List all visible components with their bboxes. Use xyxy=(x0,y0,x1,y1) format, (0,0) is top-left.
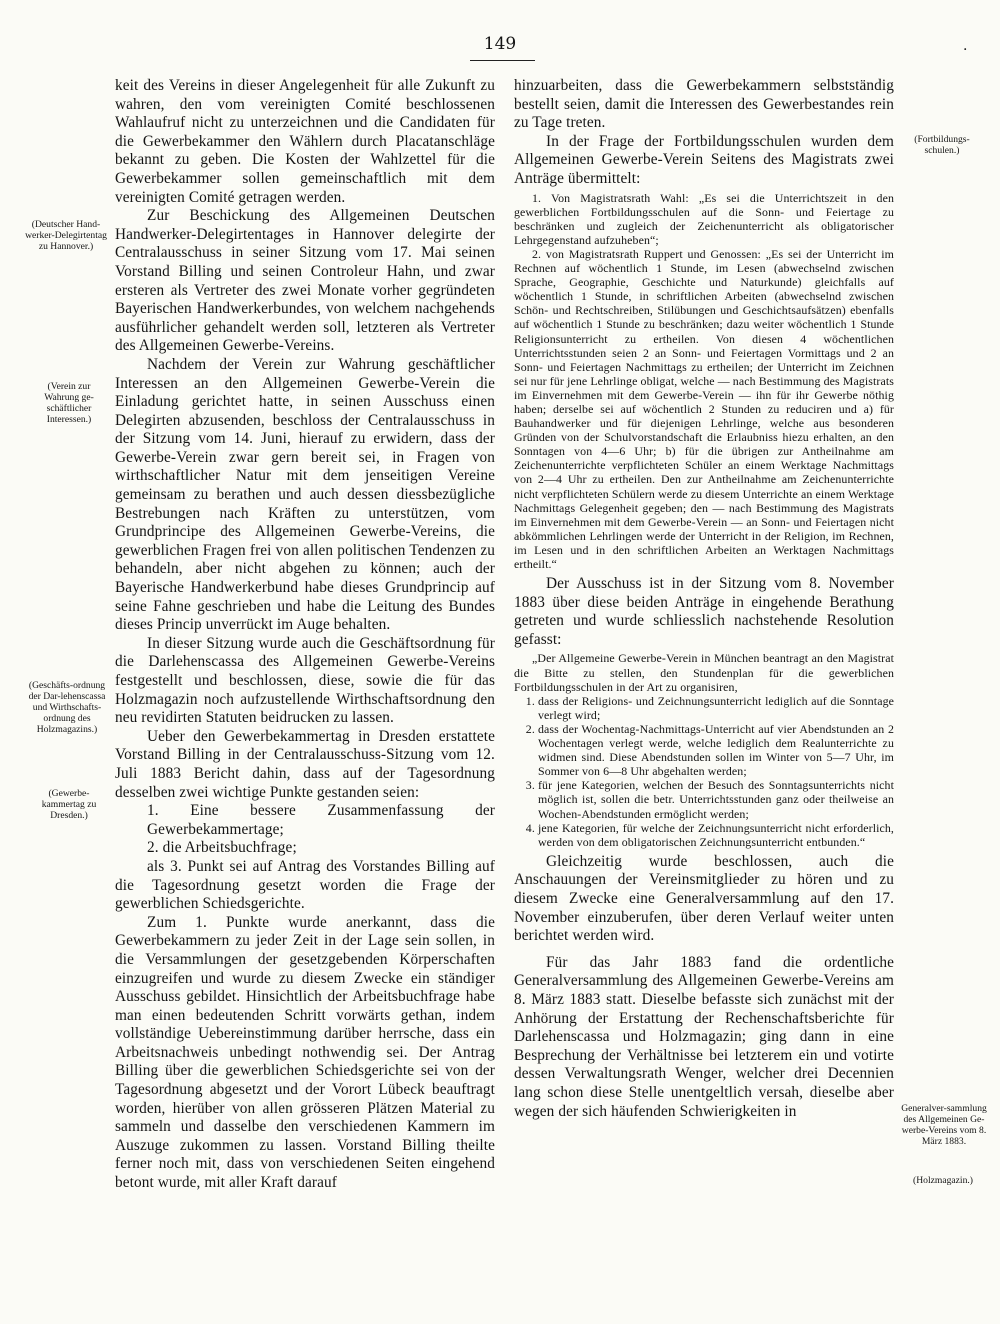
margin-note-gewerbekammertag: (Gewerbe-kammertag zu Dresden.) xyxy=(41,788,97,821)
list-item: als 3. Punkt sei auf Antrag des Vorstandes Billing auf die Tagesordnung gesetzt worden die Frage der gewerblichen Schiedsgerichte. xyxy=(115,857,495,913)
paragraph: Gleichzeitig wurde beschlossen, auch die Anschauungen der Vereinsmitglieder zu hören und zu diesem Zwecke eine Generalversammlung auf den 17. November einzuberufen, über deren Verlauf weiter unten berichtet werden wird. xyxy=(514,852,894,945)
list-item: 2. die Arbeitsbuchfrage; xyxy=(147,839,297,857)
resolution-list xyxy=(514,694,894,849)
motion-item: 2. von Magistratsrath Ruppert und Genossen: „Es sei der Unterricht im Rechnen auf wöchentlich 1 Stunde, im Lesen (abwechselnd zwischen Sprache, Geographie, Geschichte und Naturkunde) gleichfalls auf wöchentlich 1 Stunde, in schriftlichen Arbeiten (abwechselnd zwischen Schön- und Rechtschreiben, Stilübungen und Geschichtsaufsätzen) ebenfalls auf wöchentlich 1 Stunde zu beschränken; dazu weiter wöchentlich 1 Stunde Religionsunterricht zu ertheilen. Von diesen 4 wöchentlichen Unterrichtsstunden seien 2 an Sonn- und Feiertagen Vormittags und 2 an Sonn- und Feiertagen Nachmittags zu ertheilen; der Unterricht im Zeichnen sei nur für jene Lehrlinge obligat, welche — nach Bestimmung des Magistrats im Einvernehmen mit dem Gewerbe-Verein — ihn für ihr Gewerbe nöthig haben; derselbe sei auf wöchentlich 2 Stunden zu reduciren und a) für Bauhandwerker und für diejenigen Lehrlinge, welche aus besonderen Gründen von der Schulvorstandschaft die Erlaubniss hiezu erhalten, an den Sonntagen von 4—6 Uhr; b) für die übrigen zur Antheilnahme am Zeichenunterrichte verpflichteten Schüler an einem Werktage Nachmittags von 2—4 Uhr zu ertheilen. Den zur Antheilnahme am Zeichenunterrichte nicht verpflichteten Schülern werde zu diesem Unterrichte an einem Werktage Nachmittags Gelegenheit gegeben; den — nach Bestimmung des Magistrats im Einvernehmen mit dem Gewerbe-Verein — an Sonn- und Feiertagen nicht abkömmlichen Lehrlingen werde der Unterricht in der Religion, im Rechnen, im Lesen und in den schriftlichen Arbeiten an Werktagen Nachmittags ertheilt.“ xyxy=(514,246,894,571)
paragraph: Zum 1. Punkte wurde anerkannt, dass die Gewerbekammern zu jeder Zeit in der Lage sein sollen, in die Versammlungen der gesetzgebenden Körperschaften einzugreifen und wurde zu diesem Zwecke ein ständiger Ausschuss gebildet. Hinsichtlich der Arbeitsbuchfrage habe man einen bedeutenden Schritt vorwärts gethan, indem vollständige Uebereinstimmung darüber herrsche, dass ein Arbeitsnachweis unbedingt nothwendig sei. Der Antrag Billing über die gewerblichen Schiedsgerichte sei von der Tagesordnung abgesetzt und der Vorort Lübeck beauftragt worden, hierüber von allen grösseren Plätzen Material zu sammeln und dasselbe den verschiedenen Kammern im Auszuge zukommen zu lassen. Vorstand Billing theilte ferner noch mit, dass von verschiedenen Seiten eingehend betont wurde, mit aller Kraft darauf xyxy=(115,913,495,1192)
magistrat-motions xyxy=(514,191,894,572)
paragraph: hinzuarbeiten, dass die Gewerbekammern selbstständig bestellt seien, damit die Interessen des Gewerbestandes rein zu Tage treten. xyxy=(514,77,894,132)
margin-note-generalversammlung: Generalver-sammlung des Allgemeinen Ge-werbe-Vereins vom 8. März 1883. xyxy=(901,1103,987,1147)
resolution-item: 1. dass der Religions- und Zeichnungsunterricht lediglich auf die Sonntage verlegt wird; xyxy=(538,694,894,722)
paragraph: Der Ausschuss ist in der Sitzung vom 8. November 1883 über diese beiden Anträge in eingehende Berathung getreten und wurde schliesslich nachstehende Resolution gefasst: xyxy=(514,575,894,648)
margin-note-handwerker-delegirtentag: (Deutscher Hand-werker-Delegirtentag zu Hannover.) xyxy=(25,219,107,252)
resolution-intro: „Der Allgemeine Gewerbe-Verein in München beantragt an den Magistrat die Bitte zu stellen, den Stundenplan für die gewerblichen Fortbildungsschulen in der Art zu organisiren, xyxy=(514,651,894,694)
header-rule xyxy=(470,60,535,61)
resolution-block xyxy=(514,651,894,848)
resolution-item: 4. jene Kategorien, für welche der Zeichnungsunterricht nicht erforderlich, werden von dem obligatorischen Zeichnungsunterricht entbunden.“ xyxy=(538,821,894,849)
paragraph: Nachdem der Verein zur Wahrung geschäftlicher Interessen an den Allgemeinen Gewerbe-Verein die Einladung gerichtet hatte, in seinen Ausschuss einen Delegirten abzusenden, beschloss der Centralausschuss in der Sitzung vom 14. Juni, hierauf zu erwidern, dass der Gewerbe-Verein zwar gern bereit sei, in Fragen von wirthschaftlicher Natur mit dem jenseitigen Vereine gemeinsam zu berathen und auch dessen diessbezügliche Bestrebungen nach Kräften zu unterstützen, vom Grundprincipe des Allgemeinen Gewerbe-Vereins, die gewerblichen Fragen frei von allen politischen Tendenzen zu behandeln, aber nicht abgehen zu können; auch der Bayerische Handwerkerbund habe dieses Grundprincip auf seine Fahne geschrieben und habe die Leitung des Bundes dieses Princip unverrückt im Auge behalten. xyxy=(115,355,495,634)
margin-note-wahrung-interessen: (Verein zur Wahrung ge-schäftlicher Interessen.) xyxy=(44,381,94,425)
paragraph: Für das Jahr 1883 fand die ordentliche Generalversammlung des Allgemeinen Gewerbe-Vereins am 8. März 1883 statt. Dieselbe befasste sich zunächst mit der Anhörung der Erstattung der Rechenschaftsberichte für Darlehenscassa und Holzmagazin; ging dann in eine Besprechung der Verhältnisse bei letzterem ein und votirte dessen Verwaltungsrath Wenger, welcher drei Decennien lang schon diese Stelle unentgeltlich versah, dieselbe aber wegen der sich häufenden Schwierigkeiten in xyxy=(514,953,894,1120)
paragraph: Zur Beschickung des Allgemeinen Deutschen Handwerker-Delegirtentages in Hannover delegirte der Centralausschuss in seiner Sitzung vom 17. Mai seinen Vorstand Billing und seinen Controleur Hahn, und zwar ersteren als Vertreter des zwei Monate vorher gegründeten Bayerischen Handwerkerbundes, von welchem nachgehends ausführlicher gehandelt werden soll, letzteren als Vertreter des Allgemeinen Gewerbe-Vereins. xyxy=(115,207,495,355)
resolution-item: 2. dass der Wochentag-Nachmittags-Unterricht auf vier Abendstunden an 2 Wochentagen verlegt werde, welche lediglich dem Realunterrichte zu widmen sind. Diese Abendstunden sollen im Winter von 5—7 Uhr, im Sommer von 6—8 Uhr abgehalten werden; xyxy=(538,722,894,778)
left-column xyxy=(115,77,495,1193)
margin-note-geschaeftsordnung: (Geschäfts-ordnung der Dar-lehenscassa und Wirthschafts-ordnung des Holzmagazins.) xyxy=(28,680,106,735)
paragraph: In der Frage der Fortbildungsschulen wurden dem Allgemeinen Gewerbe-Verein Seitens des Magistrats zwei Anträge übermittelt: xyxy=(514,132,894,187)
page-number: 149 xyxy=(483,34,517,54)
paragraph: keit des Vereins in dieser Angelegenheit für alle Zukunft zu wahren, den vom vereinigten Comité beschlossenen Wahlaufruf nicht zu unterzeichnen und die Candidaten für die Gewerbekammer den Wählern durch Placatanschläge bekannt zu geben. Die Kosten der Wahlzettel für die Gewerbekammer sollen gemeinschaftlich mit dem vereinigten Comité getragen werden. xyxy=(115,77,495,206)
paragraph: Ueber den Gewerbekammertag in Dresden erstattete Vorstand Billing in der Centralausschuss-Sitzung vom 12. Juli 1883 Bericht dahin, dass auf der Tagesordnung desselben zwei wichtige Punkte gestanden seien: xyxy=(115,727,495,801)
corner-mark: · xyxy=(963,42,968,58)
margin-note-fortbildungsschulen: (Fortbildungs-schulen.) xyxy=(914,134,970,156)
resolution-item: 3. für jene Kategorien, welchen der Besuch des Sonntagsunterrichts nicht möglich ist, sollen die betr. Unterrichtsstunden ganz oder theilweise an Wochen-Abendstunden ermöglicht werden; xyxy=(538,778,894,820)
motion-item: 1. Von Magistratsrath Wahl: „Es sei die Unterrichtszeit in den gewerblichen Fortbildungsschulen auf die Sonn- und Feiertage zu beschränken und zugleich der Zeichenunterricht als obligatorischer Lehrgegenstand aufzuheben“; xyxy=(514,190,894,247)
paragraph: In dieser Sitzung wurde auch die Geschäftsordnung für die Darlehenscassa des Allgemeinen Gewerbe-Vereins festgestellt und beschlossen, diese, sowie die für das Holzmagazin noch aufzustellende Wirthschaftsordnung den neu revidirten Statuten beidrucken zu lassen. xyxy=(115,634,495,727)
right-column xyxy=(514,77,894,1121)
margin-note-holzmagazin: (Holzmagazin.) xyxy=(913,1175,973,1186)
list-item: 1. Eine bessere Zusammenfassung der Gewerbekammertage; xyxy=(147,802,495,838)
